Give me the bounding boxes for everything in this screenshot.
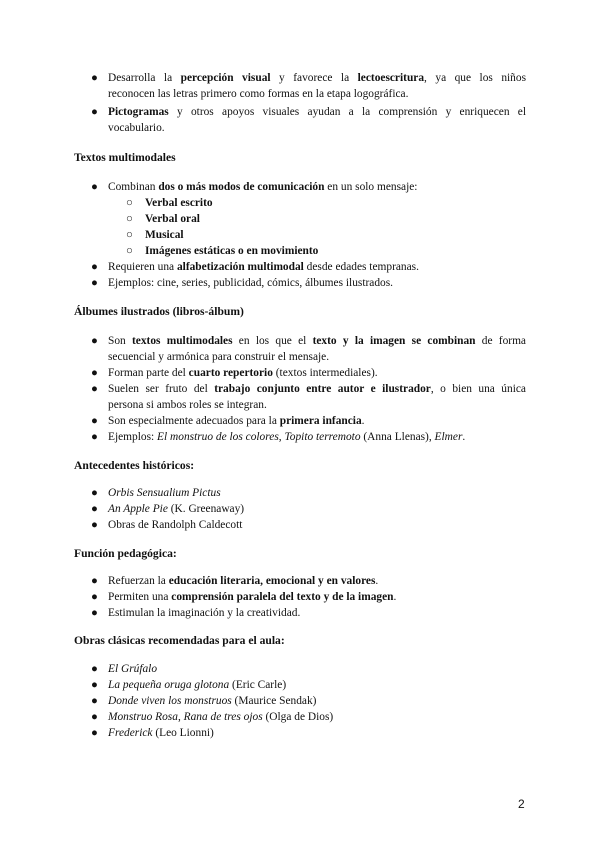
sub-list-item-text: Musical: [145, 229, 184, 241]
bullet-icon: ●: [91, 415, 98, 427]
section-heading: Función pedagógica:: [74, 547, 177, 560]
bullet-icon: ●: [91, 106, 98, 118]
list-item-text: El Grúfalo: [108, 663, 158, 675]
bullet-icon: ●: [91, 591, 98, 603]
list-item-text: Donde viven los monstruos (Maurice Sendak): [108, 695, 317, 707]
hollow-bullet-icon: ○: [126, 197, 133, 209]
section-heading: Obras clásicas recomendadas para el aula:: [74, 634, 285, 647]
list-item-text: Desarrolla la percepción visual y favorece la lectoescritura, ya que los niños: [108, 72, 527, 84]
list-item-text: Son especialmente adecuados para la primera infancia.: [108, 415, 365, 427]
list-item-text: Orbis Sensualium Pictus: [108, 487, 221, 499]
hollow-bullet-icon: ○: [126, 245, 133, 257]
sub-list-item-text: Verbal oral: [145, 213, 200, 225]
bullet-icon: ●: [91, 261, 98, 273]
list-item-text: Estimulan la imaginación y la creatividad.: [108, 607, 301, 619]
list-item-text: La pequeña oruga glotona (Eric Carle): [108, 679, 287, 691]
list-item-text: Frederick (Leo Lionni): [108, 727, 214, 739]
list-item-continuation: persona si ambos roles se integran.: [108, 399, 267, 411]
list-item-text: Ejemplos: El monstruo de los colores, Topito terremoto (Anna Llenas), Elmer.: [108, 431, 466, 443]
list-item-continuation: secuencial y armónica para construir el mensaje.: [108, 351, 330, 363]
list-item-text: Combinan dos o más modos de comunicación en un solo mensaje:: [108, 181, 418, 193]
section-heading: Textos multimodales: [74, 151, 176, 164]
bullet-icon: ●: [91, 72, 98, 84]
bullet-icon: ●: [91, 575, 98, 587]
list-item-text: Obras de Randolph Caldecott: [108, 519, 243, 531]
bullet-icon: ●: [91, 663, 98, 675]
list-item-text: Son textos multimodales en los que el texto y la imagen se combinan de forma: [108, 335, 526, 347]
bullet-icon: ●: [91, 181, 98, 193]
list-item-text: An Apple Pie (K. Greenaway): [108, 503, 245, 515]
bullet-icon: ●: [91, 367, 98, 379]
list-item-text: Requieren una alfabetización multimodal desde edades tempranas.: [108, 261, 419, 273]
bullet-icon: ●: [91, 519, 98, 531]
hollow-bullet-icon: ○: [126, 213, 133, 225]
list-item-text: Permiten una comprensión paralela del texto y de la imagen.: [108, 591, 397, 603]
bullet-icon: ●: [91, 335, 98, 347]
list-item-text: Monstruo Rosa, Rana de tres ojos (Olga de Dios): [108, 711, 334, 723]
list-item-text: Forman parte del cuarto repertorio (textos intermediales).: [108, 367, 378, 379]
bullet-icon: ●: [91, 383, 98, 395]
list-item-continuation: vocabulario.: [108, 122, 165, 134]
bullet-icon: ●: [91, 431, 98, 443]
bullet-icon: ●: [91, 607, 98, 619]
bullet-icon: ●: [91, 695, 98, 707]
page-number: 2: [518, 797, 525, 811]
bullet-icon: ●: [91, 487, 98, 499]
list-item-text: Refuerzan la educación literaria, emocional y en valores.: [108, 575, 379, 587]
sub-list-item-text: Imágenes estáticas o en movimiento: [145, 245, 319, 257]
list-item-text: Pictogramas y otros apoyos visuales ayudan a la comprensión y enriquecen el: [108, 106, 526, 118]
bullet-icon: ●: [91, 679, 98, 691]
list-item-text: Suelen ser fruto del trabajo conjunto entre autor e ilustrador, o bien una única: [108, 383, 526, 395]
hollow-bullet-icon: ○: [126, 229, 133, 241]
bullet-icon: ●: [91, 277, 98, 289]
bullet-icon: ●: [91, 711, 98, 723]
list-item-continuation: reconocen las letras primero como formas en la etapa logográfica.: [108, 88, 409, 100]
bullet-icon: ●: [91, 727, 98, 739]
section-heading: Antecedentes históricos:: [74, 459, 195, 472]
sub-list-item-text: Verbal escrito: [145, 197, 213, 209]
section-heading: Álbumes ilustrados (libros-álbum): [74, 305, 244, 318]
list-item-text: Ejemplos: cine, series, publicidad, cómics, álbumes ilustrados.: [108, 277, 394, 289]
bullet-icon: ●: [91, 503, 98, 515]
